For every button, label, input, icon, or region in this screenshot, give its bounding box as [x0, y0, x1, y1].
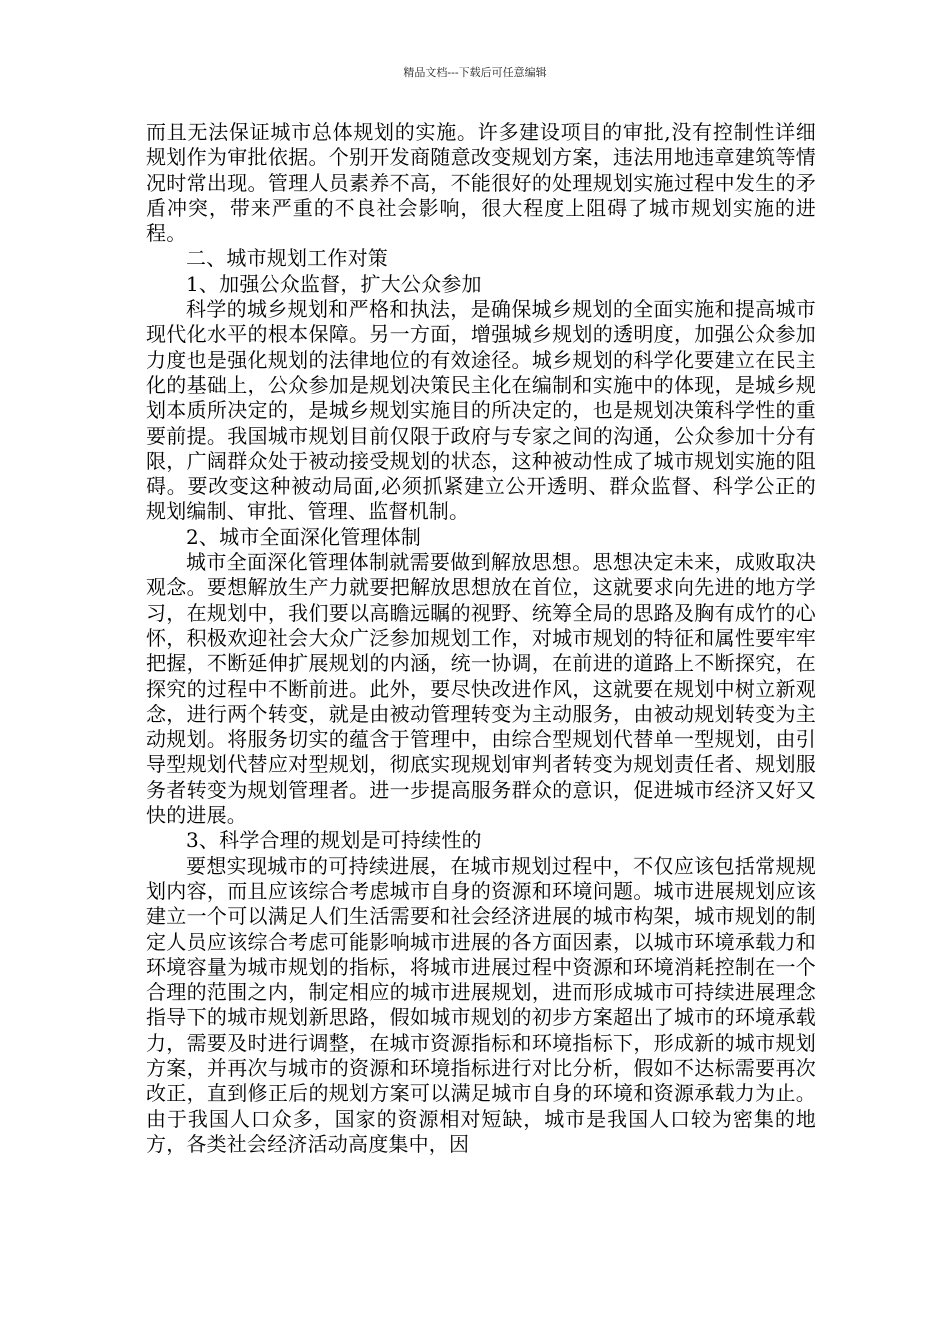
paragraph-intro: 而且无法保证城市总体规划的实施。许多建设项目的审批,没有控制性详细规划作为审批依据。个别开发商随意改变规划方案，违法用地违章建筑等情况时常出现。管理人员素养不高，不能很好的处理规划实施过程中发生的矛盾冲突，带来严重的不良社会影响，很大程度上阻碍了城市规划实施的进程。	[146, 120, 816, 246]
paragraph: 要想实现城市的可持续进展，在城市规划过程中，不仅应该包括常规规划内容，而且应该综合考虑城市自身的资源和环境问题。城市进展规划应该建立一个可以满足人们生活需要和社会经济进展的城市构架，城市规划的制定人员应该综合考虑可能影响城市进展的各方面因素，以城市环境承载力和环境容量为城市规划的指标，将城市进展过程中资源和环境消耗控制在一个合理的范围之内，制定相应的城市进展规划，进而形成城市可持续进展理念指导下的城市规划新思路，假如城市规划的初步方案超出了城市的环境承载力，需要及时进行调整，在城市资源指标和环境指标下，形成新的城市规划方案，并再次与城市的资源和环境指标进行对比分析，假如不达标需要再次改正，直到修正后的规划方案可以满足城市自身的环境和资源承载力为止。由于我国人口众多，国家的资源相对短缺，城市是我国人口较为密集的地方，各类社会经济活动高度集中，因	[146, 853, 816, 1156]
subsection-heading: 2、城市全面深化管理体制	[186, 524, 422, 549]
paragraph: 城市全面深化管理体制就需要做到解放思想。思想决定未来，成败取决观念。要想解放生产力就要把解放思想放在首位，这就要求向先进的地方学习，在规划中，我们要以高瞻远瞩的视野、统筹全局的思路及胸有成竹的心怀，积极欢迎社会大众广泛参加规划工作，对城市规划的特征和属性要牢牢把握，不断延伸扩展规划的内涵，统一协调，在前进的道路上不断探究，在探究的过程中不断前进。此外，要尽快改进作风，这就要在规划中树立新观念，进行两个转变，就是由被动管理转变为主动服务，由被动规划转变为主动规划。将服务切实的蕴含于管理中，由综合型规划代替单一型规划，由引导型规划代替应对型规划，彻底实现规划审判者转变为规划责任者、规划服务者转变为规划管理者。进一步提高服务群众的意识，促进城市经济又好又快的进展。	[146, 550, 816, 828]
subsection-heading: 1、加强公众监督，扩大公众参加	[186, 271, 482, 296]
subsection-heading: 3、科学合理的规划是可持续性的	[186, 828, 482, 853]
document-body	[146, 120, 816, 1157]
page-header: 精品文档---下载后可任意编辑	[403, 66, 547, 79]
section-heading: 二、城市规划工作对策	[186, 246, 388, 271]
paragraph: 科学的城乡规划和严格和执法，是确保城乡规划的全面实施和提高城市现代化水平的根本保障。另一方面，增强城乡规划的透明度，加强公众参加力度也是强化规划的法律地位的有效途径。城乡规划的科学化要建立在民主化的基础上，公众参加是规划决策民主化在编制和实施中的体现，是城乡规划本质所决定的，是城乡规划实施目的所决定的，也是规划决策科学性的重要前提。我国城市规划目前仅限于政府与专家之间的沟通，公众参加十分有限，广阔群众处于被动接受规划的状态，这种被动性成了城市规划实施的阻碍。要改变这种被动局面,必须抓紧建立公开透明、群众监督、科学公正的规划编制、审批、管理、监督机制。	[146, 297, 816, 524]
